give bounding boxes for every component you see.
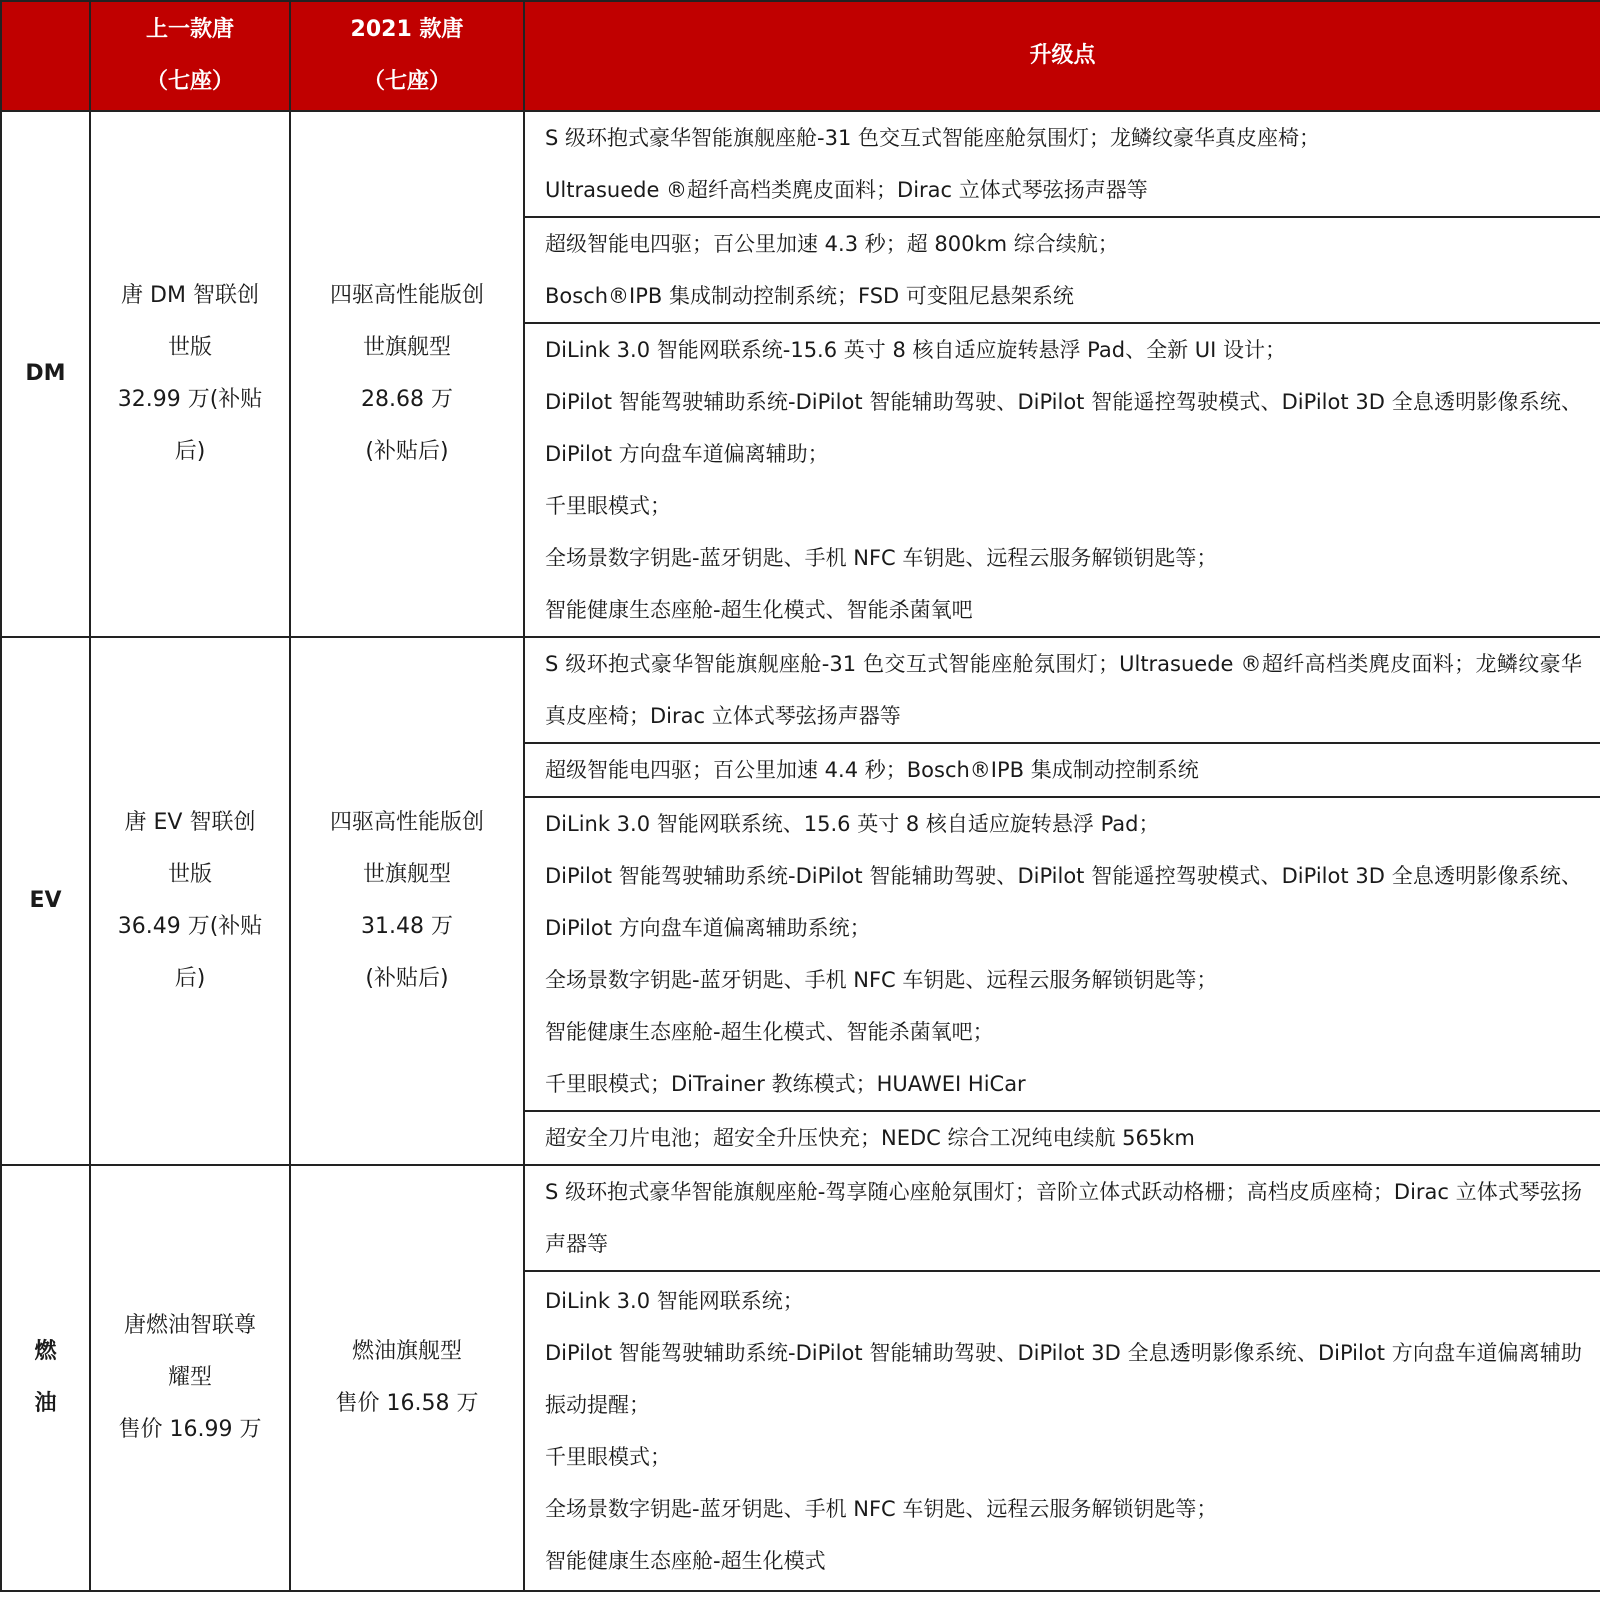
upgrade-line: DiLink 3.0 智能网联系统； <box>545 1289 804 1313</box>
upgrade-line: DiPilot 智能驾驶辅助系统-DiPilot 智能辅助驾驶、DiPilot 智能遥控驾驶模式、DiPilot 3D 全息透明影像系统、DiPilot 方向盘车道偏离辅助； <box>545 390 1582 466</box>
upgrade-line: DiPilot 智能驾驶辅助系统-DiPilot 智能辅助驾驶、DiPilot 智能遥控驾驶模式、DiPilot 3D 全息透明影像系统、DiPilot 方向盘车道偏离辅助系统； <box>545 864 1582 940</box>
upgrade-line: 全场景数字钥匙-蓝牙钥匙、手机 NFC 车钥匙、远程云服务解锁钥匙等； <box>545 546 1218 570</box>
fuel-upgrade-group-2 <box>524 1271 1600 1591</box>
fuel-category-char: 燃 <box>34 1339 57 1364</box>
header-prev-line1: 上一款唐 <box>145 17 234 42</box>
fuel-new-model <box>290 1165 524 1591</box>
fuel-prev-line: 耀型 <box>167 1365 212 1390</box>
fuel-prev-model <box>90 1165 290 1591</box>
fuel-upgrade-group-1 <box>524 1165 1600 1271</box>
upgrade-line: DiLink 3.0 智能网联系统-15.6 英寸 8 核自适应旋转悬浮 Pad、全新 UI 设计； <box>545 338 1286 362</box>
dm-new-line: 28.68 万 <box>361 387 453 412</box>
dm-new-line: 世旗舰型 <box>362 335 451 360</box>
upgrade-line: 超安全刀片电池；超安全升压快充；NEDC 综合工况纯电续航 565km <box>545 1126 1195 1150</box>
upgrade-line: DiLink 3.0 智能网联系统、15.6 英寸 8 核自适应旋转悬浮 Pad； <box>545 812 1160 836</box>
upgrade-line: DiPilot 智能驾驶辅助系统-DiPilot 智能辅助驾驶、DiPilot 3D 全息透明影像系统、DiPilot 方向盘车道偏离辅助振动提醒； <box>545 1341 1582 1417</box>
upgrade-line: Ultrasuede ®超纤高档类麂皮面料；Dirac 立体式琴弦扬声器等 <box>545 178 1148 202</box>
fuel-category-char: 油 <box>34 1391 57 1416</box>
dm-upgrade-group-2 <box>524 217 1600 323</box>
upgrade-line: S 级环抱式豪华智能旗舰座舱-31 色交互式智能座舱氛围灯；Ultrasuede ®超纤高档类麂皮面料；龙鳞纹豪华真皮座椅；Dirac 立体式琴弦扬声器等 <box>545 652 1582 728</box>
ev-upgrade-group-3 <box>524 797 1600 1111</box>
upgrade-line: S 级环抱式豪华智能旗舰座舱-31 色交互式智能座舱氛围灯；龙鳞纹豪华真皮座椅； <box>545 126 1320 150</box>
ev-new-line: 31.48 万 <box>361 914 453 939</box>
header-prev-model <box>90 1 290 111</box>
upgrade-line: Bosch®IPB 集成制动控制系统；FSD 可变阻尼悬架系统 <box>545 284 1074 308</box>
dm-prev-line: 唐 DM 智联创 <box>121 283 259 308</box>
dm-prev-line: 后) <box>174 439 206 464</box>
fuel-prev-line: 售价 16.99 万 <box>118 1417 262 1442</box>
upgrade-line: S 级环抱式豪华智能旗舰座舱-驾享随心座舱氛围灯；音阶立体式跃动格栅；高档皮质座椅；Dirac 立体式琴弦扬声器等 <box>545 1180 1582 1256</box>
ev-prev-line: 后) <box>174 966 206 991</box>
ev-category: EV <box>1 637 90 1165</box>
ev-prev-line: 唐 EV 智联创 <box>124 810 256 835</box>
fuel-new-line: 燃油旗舰型 <box>351 1339 462 1364</box>
upgrade-line: 全场景数字钥匙-蓝牙钥匙、手机 NFC 车钥匙、远程云服务解锁钥匙等； <box>545 1497 1218 1521</box>
dm-new-line: (补贴后) <box>365 439 449 464</box>
fuel-new-line: 售价 16.58 万 <box>335 1391 479 1416</box>
dm-row-1 <box>1 111 1600 217</box>
dm-category: DM <box>1 111 90 637</box>
ev-new-line: 四驱高性能版创 <box>329 810 484 835</box>
header-new-line2: （七座） <box>362 69 451 94</box>
upgrade-line: 千里眼模式； <box>545 1445 671 1469</box>
ev-upgrade-group-2 <box>524 743 1600 797</box>
ev-row-1 <box>1 637 1600 743</box>
header-prev-line2: （七座） <box>145 69 234 94</box>
ev-upgrade-group-1 <box>524 637 1600 743</box>
upgrade-line: 全场景数字钥匙-蓝牙钥匙、手机 NFC 车钥匙、远程云服务解锁钥匙等； <box>545 968 1218 992</box>
ev-prev-model <box>90 637 290 1165</box>
upgrade-line: 超级智能电四驱；百公里加速 4.3 秒；超 800km 综合续航； <box>545 232 1119 256</box>
header-new-model <box>290 1 524 111</box>
upgrade-line: 智能健康生态座舱-超生化模式 <box>545 1549 826 1573</box>
dm-upgrade-group-3 <box>524 323 1600 637</box>
ev-upgrade-group-4 <box>524 1111 1600 1165</box>
ev-prev-line: 36.49 万(补贴 <box>117 914 263 939</box>
upgrade-line: 超级智能电四驱；百公里加速 4.4 秒；Bosch®IPB 集成制动控制系统 <box>545 758 1199 782</box>
dm-upgrade-group-1 <box>524 111 1600 217</box>
upgrade-line: 智能健康生态座舱-超生化模式、智能杀菌氧吧 <box>545 598 973 622</box>
fuel-category <box>1 1165 90 1591</box>
ev-new-line: (补贴后) <box>365 966 449 991</box>
header-new-line1: 2021 款唐 <box>350 17 464 42</box>
header-blank <box>1 1 90 111</box>
dm-new-line: 四驱高性能版创 <box>329 283 484 308</box>
header-row <box>1 1 1600 111</box>
upgrade-line: 智能健康生态座舱-超生化模式、智能杀菌氧吧； <box>545 1020 994 1044</box>
ev-new-line: 世旗舰型 <box>362 862 451 887</box>
upgrade-line: 千里眼模式； <box>545 494 671 518</box>
upgrade-line: 千里眼模式；DiTrainer 教练模式；HUAWEI HiCar <box>545 1072 1026 1096</box>
fuel-row-1 <box>1 1165 1600 1271</box>
dm-prev-line: 32.99 万(补贴 <box>117 387 263 412</box>
header-upgrade: 升级点 <box>524 1 1600 111</box>
ev-prev-line: 世版 <box>167 862 212 887</box>
fuel-prev-line: 唐燃油智联尊 <box>123 1313 256 1338</box>
ev-new-model <box>290 637 524 1165</box>
dm-new-model <box>290 111 524 637</box>
dm-prev-line: 世版 <box>167 335 212 360</box>
dm-prev-model <box>90 111 290 637</box>
